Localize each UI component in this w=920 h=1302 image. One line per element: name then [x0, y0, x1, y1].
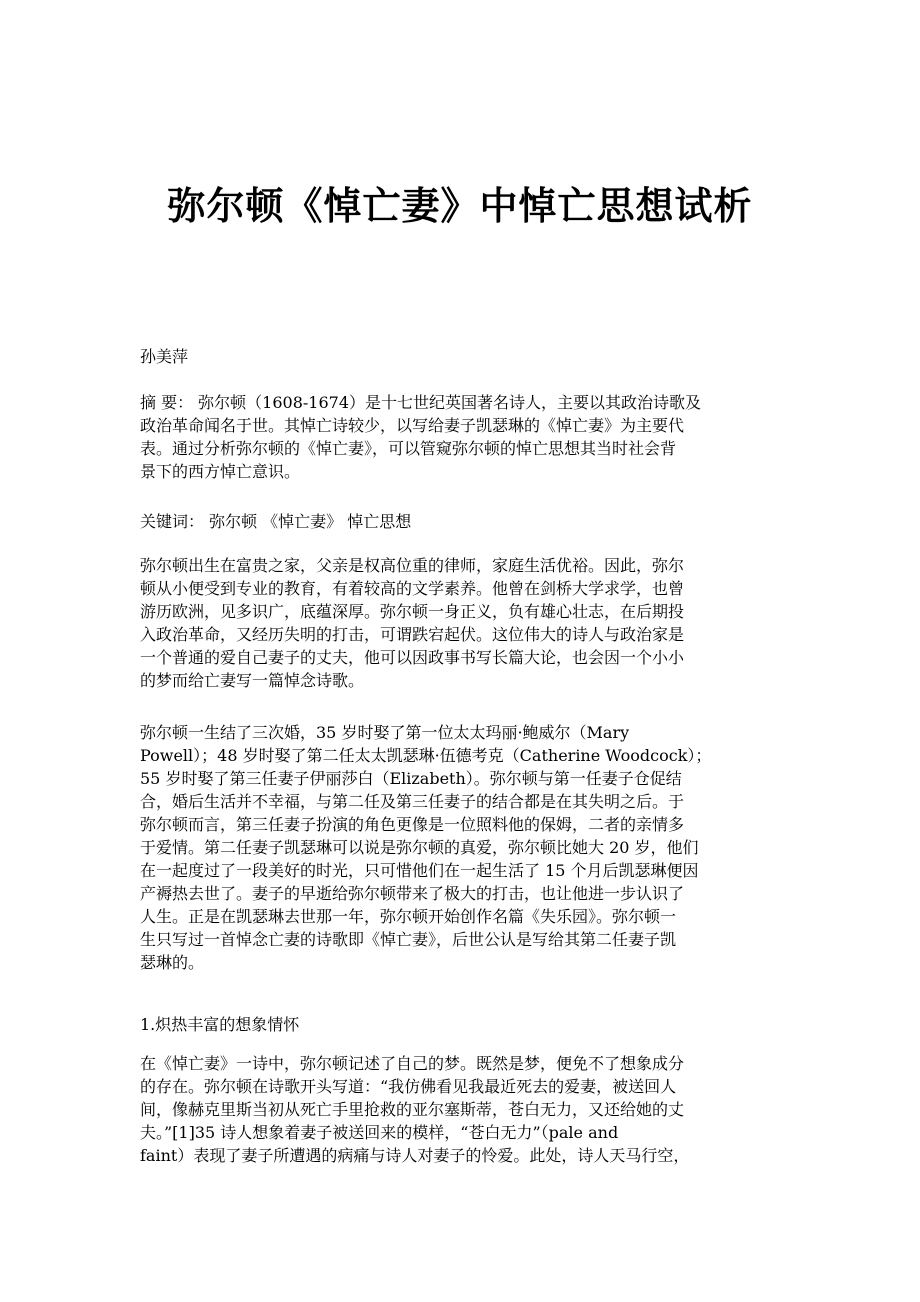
body-paragraph [140, 721, 785, 974]
keywords-block [140, 510, 785, 533]
document-title: 弥尔顿《悼亡妻》中悼亡思想试析 [167, 184, 753, 228]
body-paragraph [140, 1052, 785, 1167]
abstract-text: 摘 要： 弥尔顿（1608-1674）是十七世纪英国著名诗人，主要以其政治诗歌及 政治革命闻名于世。其悼亡诗较少，以写给妻子凯瑟琳的《悼亡妻》为主要代 表。通过分析弥尔顿的《悼亡妻》，可以管窥弥尔顿的悼亡思想其当时社会背 景下的西方悼亡意识。 [140, 393, 702, 481]
author-line [140, 345, 785, 368]
author-name: 孙美萍 [140, 347, 189, 366]
paragraph-text: 弥尔顿一生结了三次婚，35 岁时娶了第一位太太玛丽·鲍威尔（Mary Powell）；48 岁时娶了第二任太太凯瑟琳·伍德考克（Catherine Woodcock）； 55 岁时娶了第三任妻子伊丽莎白（Elizabeth）。弥尔顿与第一任妻子仓促结 合，婚后生活并不幸福，与第二任及第三任妻子的结合都是在其失明之后。于 弥尔顿而言，第三任妻子扮演的角色更像是一位照料他的保姆，二者的亲情多 于爱情。第二任妻子凯瑟琳可以说是弥尔顿的真爱，弥尔顿比她大 20 岁，他们 在一起度过了一段美好的时光，只可惜他们在一起生活了 15 个月后凯瑟琳便因 产褥热去世了。妻子的早逝给弥尔顿带来了极大的打击，也让他进一步认识了 人生。正是在凯瑟琳去世那一年，弥尔顿开始创作名篇《失乐园》。弥尔顿一 生只写过一首悼念亡妻的诗歌即《悼亡妻》，后世公认是写给其第二任妻子凯 瑟琳的。 [140, 723, 712, 972]
section-heading [140, 1013, 785, 1036]
paragraph-text: 在《悼亡妻》一诗中，弥尔顿记述了自己的梦。既然是梦，便免不了想象成分 的存在。弥尔顿在诗歌开头写道：“我仿佛看见我最近死去的爱妻，被送回人 间，像赫克里斯当初从死亡手里抢救的亚尔塞斯蒂，苍白无力，又还给她的丈 夫。”[1]35 诗人想象着妻子被送回来的模样，“苍白无力”（pale and faint）表现了妻子所遭遇的病痛与诗人对妻子的怜爱。此处，诗人天马行空， [140, 1054, 690, 1165]
abstract-block [140, 391, 785, 483]
body-paragraph [140, 554, 785, 692]
keywords-text: 关键词： 弥尔顿 《悼亡妻》 悼亡思想 [140, 512, 412, 531]
paragraph-text: 弥尔顿出生在富贵之家，父亲是权高位重的律师，家庭生活优裕。因此，弥尔 顿从小便受到专业的教育，有着较高的文学素养。他曾在剑桥大学求学，也曾 游历欧洲，见多识广，底蕴深厚。弥尔顿一身正义，负有雄心壮志，在后期投 入政治革命，又经历失明的打击，可谓跌宕起伏。这位伟大的诗人与政治家是 一个普通的爱自己妻子的丈夫，他可以因政事书写长篇大论，也会因一个小小 的梦而给亡妻写一篇悼念诗歌。 [140, 556, 685, 690]
section-heading-text: 1.炽热丰富的想象情怀 [140, 1015, 300, 1034]
